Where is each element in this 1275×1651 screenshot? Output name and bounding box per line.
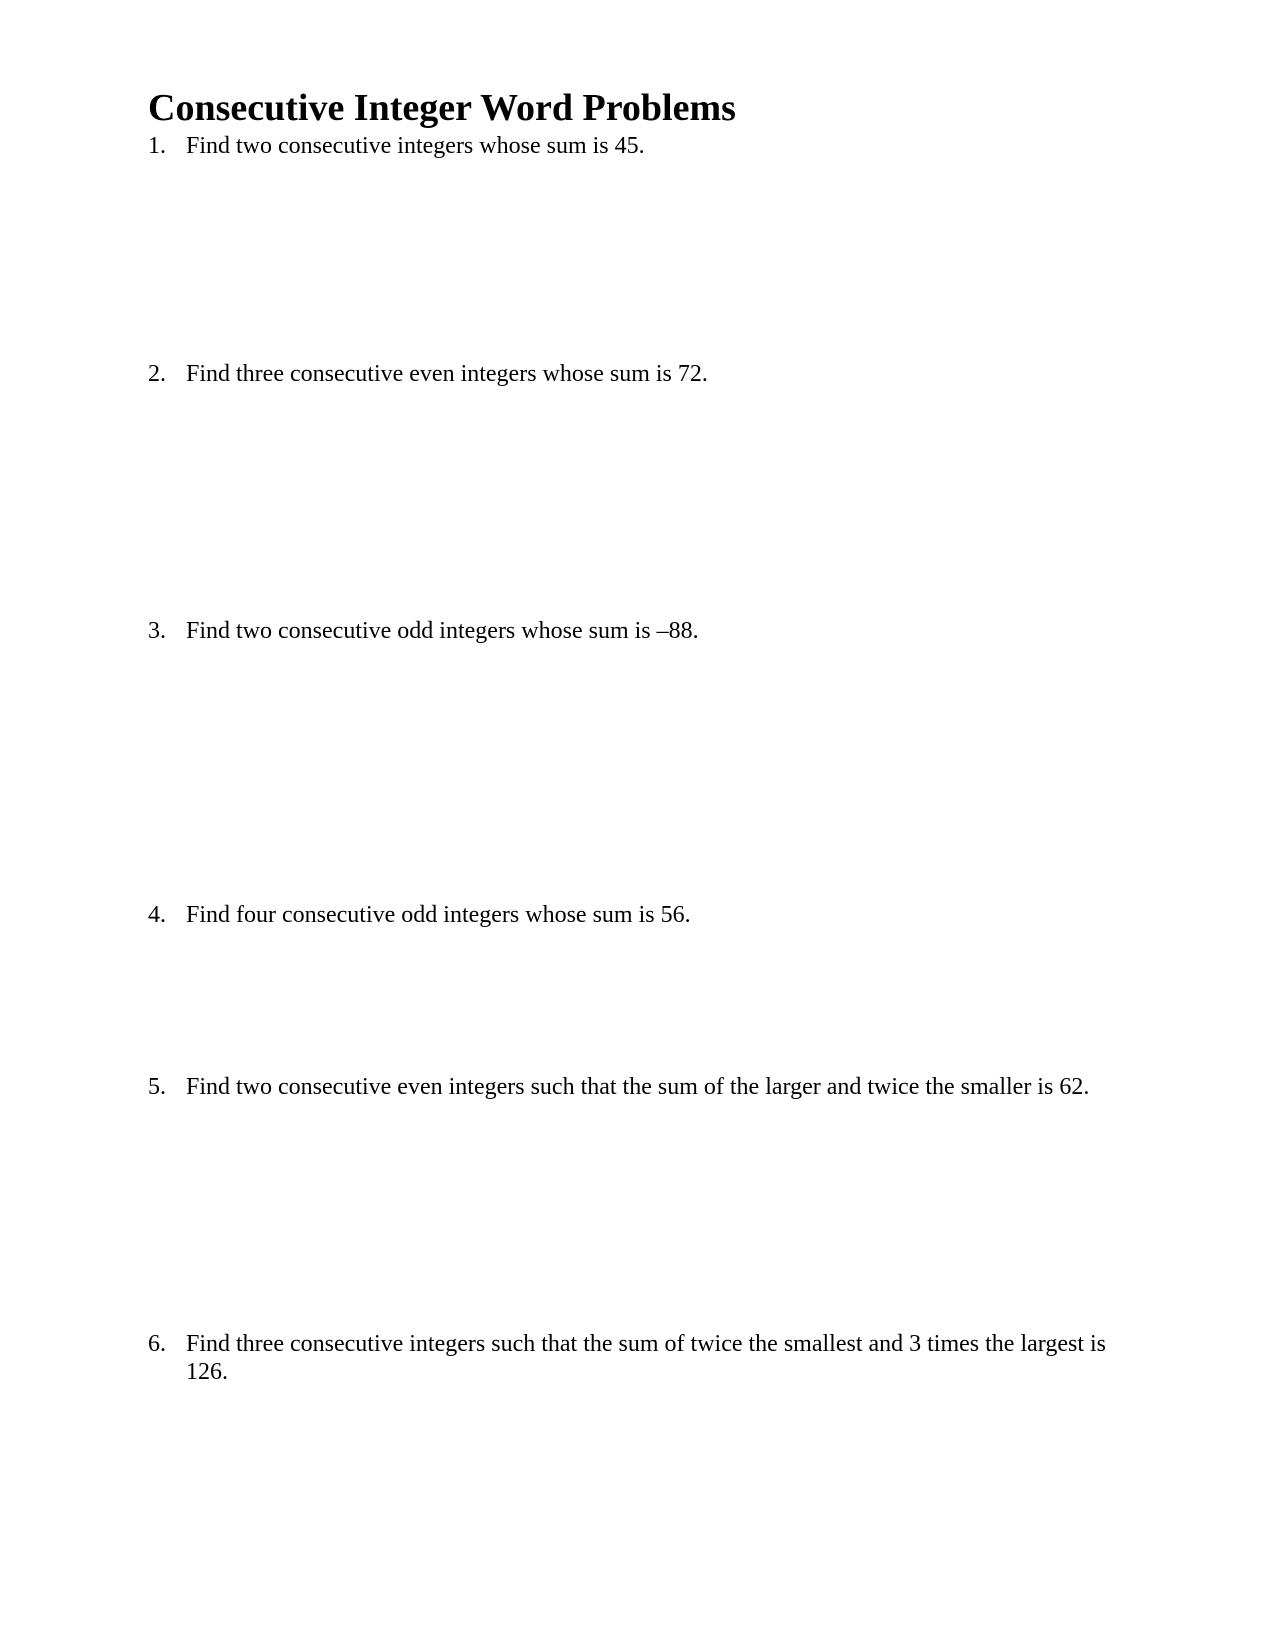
- problem-number: 3.: [148, 618, 166, 644]
- problem-number: 6.: [148, 1331, 166, 1357]
- problem-item: [148, 360, 1128, 388]
- problem-text: Find two consecutive odd integers whose sum is –88.: [186, 618, 699, 644]
- problem-text: Find three consecutive integers such that the sum of twice the smallest and 3 times the largest is 126.: [186, 1331, 1107, 1385]
- problem-number: 1.: [148, 133, 166, 159]
- problem-number: 4.: [148, 902, 166, 928]
- problem-text: Find four consecutive odd integers whose sum is 56.: [186, 902, 691, 928]
- problem-item: [148, 132, 1128, 160]
- problem-text: Find two consecutive integers whose sum is 45.: [186, 133, 645, 159]
- problem-text: Find three consecutive even integers whose sum is 72.: [186, 361, 708, 387]
- problem-number: 5.: [148, 1074, 166, 1100]
- problem-number: 2.: [148, 361, 166, 387]
- problem-item: [148, 1073, 1128, 1101]
- problem-text: Find two consecutive even integers such that the sum of the larger and twice the smaller is 62.: [186, 1074, 1090, 1100]
- problem-item: [148, 1330, 1128, 1386]
- problem-item: [148, 901, 1128, 929]
- problem-item: [148, 617, 1128, 645]
- page-title: Consecutive Integer Word Problems: [148, 87, 736, 129]
